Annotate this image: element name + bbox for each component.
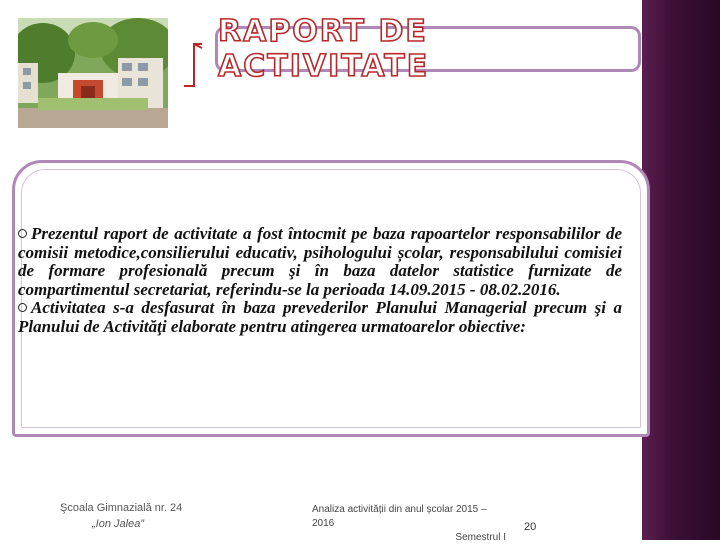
bracket-decoration [182, 40, 206, 90]
title-box [215, 14, 641, 84]
school-photo [18, 18, 168, 128]
footer-analysis [300, 503, 510, 545]
content-text [18, 225, 622, 336]
bullet-icon [18, 229, 27, 238]
paragraph-2-text: Activitatea s-a desfasurat în baza prevederilor Planului Managerial precum şi a Planului de Activităţi elaborate pentru atingerea urmatoarelor obiective: [18, 298, 622, 336]
paragraph-1 [18, 225, 622, 299]
page-title: RAPORT DE ACTIVITATE [218, 14, 430, 84]
analysis-title: Analiza activității din anul școlar 2015 – 2016 [312, 504, 487, 529]
side-bar [642, 0, 720, 540]
school-patron: „Ion Jalea” [92, 518, 144, 530]
paragraph-2 [18, 299, 622, 336]
school-name: Şcoala Gimnazială nr. 24 [60, 502, 183, 514]
bullet-icon [18, 303, 27, 312]
page-number: 20 [524, 521, 537, 533]
paragraph-1-text: Prezentul raport de activitate a fost întocmit pe baza rapoartelor responsabililor de comisii metodice,consilierului educativ, psihologului școlar, responsabilului comisiei de formare profesională precum şi în baza datelor statistice furnizate de compartimentul secretariat, referindu-se la perioada 14.09.2015 - 08.02.2016. [18, 224, 622, 299]
analysis-semester: Semestrul I [455, 532, 506, 543]
footer-school [60, 500, 210, 532]
